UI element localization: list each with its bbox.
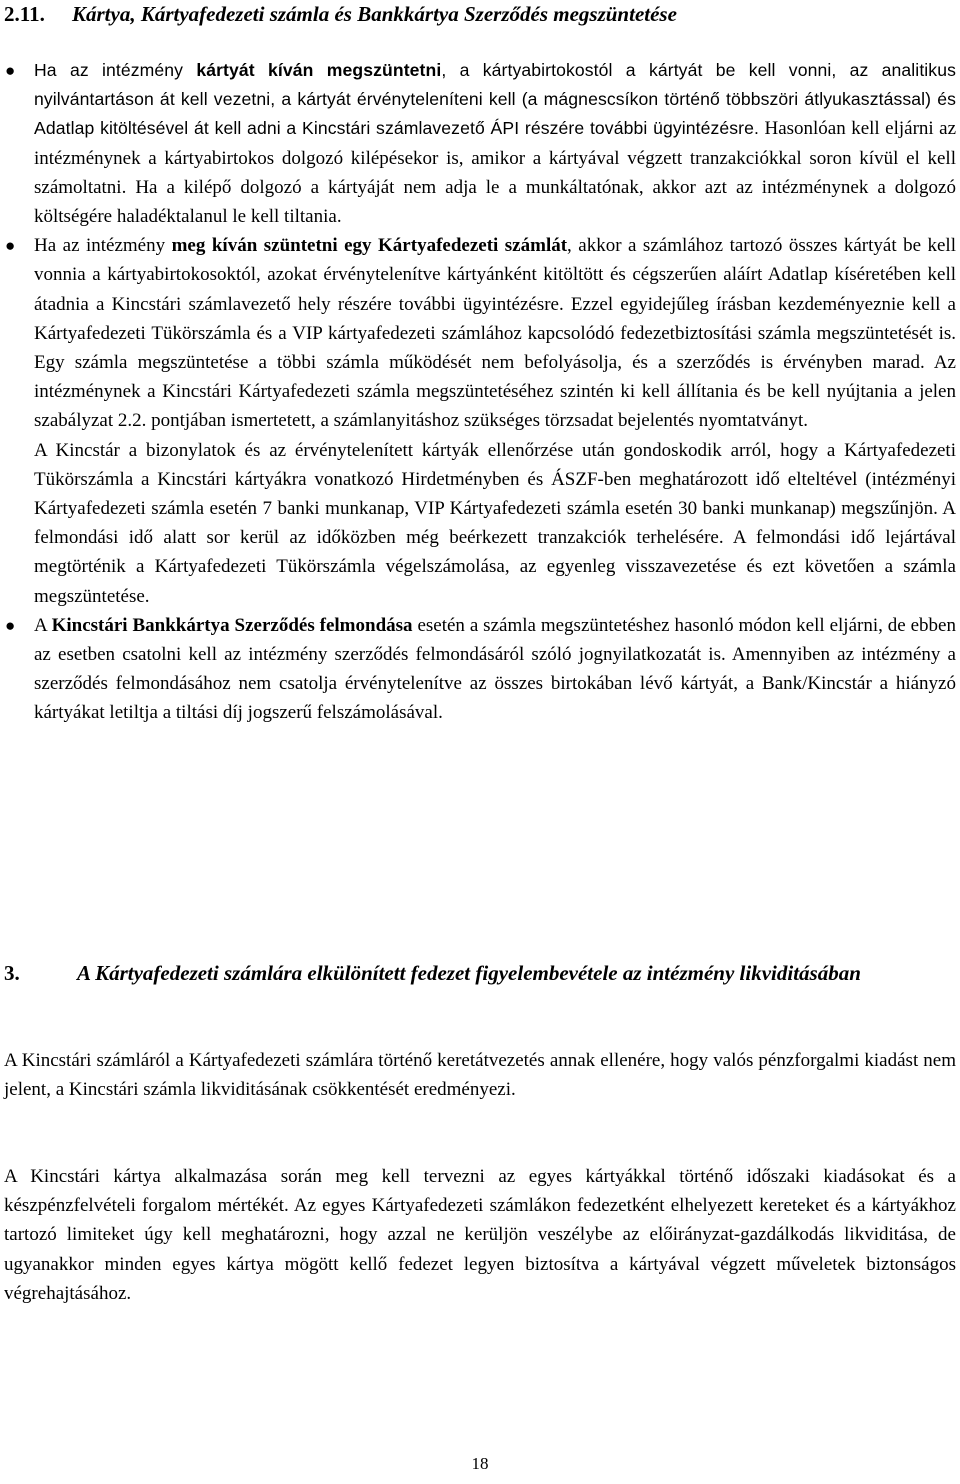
bullet-dot-icon: ●: [5, 61, 16, 80]
bullet-text-sans: Ha az intézmény kártyát kíván megszüntetni, a kártyabirtokostól a kártyát be kell vonni, az analitikus nyilvántartáson át kell vezetni, a kártyát érvényteleníteni kell (a mágnescsíkon történő többszöri átlyukasztással) és Adatlap kitöltésével át kell adni a Kincstári számlavezető ÁPI részére további ügyintézésre.: [34, 60, 956, 139]
bullet-dot-icon: ●: [5, 615, 16, 635]
section-heading: [4, 0, 956, 28]
bullet-text-serif: Hasonlóan kell eljárni az intézménynek a kártyabirtokos dolgozó kilépésekor is, amikor a kártyával végzett tranzakciókkal soron kívül el kell számoltatni. Ha a kilépő dolgozó a kártyáját nem adja le a munkáltatónak, akkor azt az intézménynek a dolgozó költségére haladéktalanul le kell tiltania.: [34, 118, 956, 228]
bold-phrase: kártyát kíván megszüntetni: [196, 60, 442, 80]
chapter-heading: [4, 958, 956, 988]
page-number: 18: [471, 1454, 489, 1473]
bullet-dot-icon: ●: [5, 236, 16, 256]
bullet-item-contract-termination: [4, 611, 956, 728]
bullet-paragraph: [34, 56, 956, 231]
chapter-title: A Kártyafedezeti számlára elkülönített fedezet figyelembevétele az intézmény likviditásában: [77, 961, 861, 985]
bold-phrase: meg kíván szüntetni egy Kártyafedezeti számlát: [171, 235, 568, 257]
bullet-paragraph-continued: A Kincstár a bizonylatok és az érvénytelenített kártyák ellenőrzése után gondoskodik arról, hogy a Kártyafedezeti Tükörszámla a Kincstári kártyákra vonatkozó Hirdetményben és ÁSZF-ben meghatározott idő elteltével (intézményi Kártyafedezeti számla esetén 7 banki munkanap, VIP Kártyafedezeti számla esetén 30 banki munkanap) megszűnjön. A felmondási idő alatt sor kerül az időközben még beérkezett tranzakciók terhelésére. A felmondási idő lejártával megtörténik a Kártyafedezeti Tükörszámla végelszámolása, az egyenleg visszavezetése és ezt követően a számla megszüntetése.: [34, 439, 956, 607]
document-page: [4, 0, 956, 1484]
section-number: 2.11.: [4, 2, 45, 26]
section-title: Kártya, Kártyafedezeti számla és Bankkártya Szerződés megszüntetése: [72, 2, 677, 26]
bullet-item-card-termination: [4, 56, 956, 231]
bullet-item-account-termination: [4, 231, 956, 611]
bullet-list: [4, 56, 956, 728]
chapter-number: 3.: [4, 961, 20, 985]
bullet-paragraph: A Kincstári Bankkártya Szerződés felmondása esetén a számla megszüntetéshez hasonló módon kell eljárni, de ebben az esetben csatolni kell az intézmény szerződés felmondásáról szóló jognyilatkozatát is. Amennyiben az intézmény a szerződés felmondásához nem csatolja érvénytelenítve az összes birtokában lévő kártyát, a Bank/Kincstár a hiányzó kártyákat letiltja a tiltási díj jogszerű felszámolásával.: [34, 614, 956, 724]
bold-phrase: Kincstári Bankkártya Szerződés felmondása: [51, 614, 413, 636]
body-paragraph-2: A Kincstári kártya alkalmazása során meg kell tervezni az egyes kártyákkal történő időszaki kiadásokat és a készpénzfelvételi forgalom mértékét. Az egyes Kártyafedezeti számlákon fedezetként elhelyezett kereteket és a kártyákhoz tartozó limiteket úgy kell meghatározni, hogy azzal ne kerüljön veszélybe az előirányzat-gazdálkodás likviditása, de ugyanakkor minden egyes kártya mögött kellő fedezet legyen biztosítva a kártyával végzett műveletek biztonságos végrehajtásához.: [4, 1166, 956, 1304]
body-paragraph-1: A Kincstári számláról a Kártyafedezeti számlára történő keretátvezetés annak ellenére, hogy valós pénzforgalmi kiadást nem jelent, a Kincstári számla likviditásának csökkentését eredményezi.: [4, 1050, 956, 1101]
bullet-paragraph: Ha az intézmény meg kíván szüntetni egy Kártyafedezeti számlát, akkor a számlához tartozó összes kártyát be kell vonnia a kártyabirtokosoktól, azokat érvénytelenítve kártyánként kitöltött és cégszerűen aláírt Adatlap kíséretében kell átadnia a Kincstári számlavezető hely részére további ügyintézésre. Ezzel egyidejűleg írásban kezdeményeznie kell a Kártyafedezeti Tükörszámla és a VIP kártyafedezeti számlához kapcsolódó fedezetbiztosítási számla megszüntetését is. Egy számla megszüntetése a többi számla működését nem befolyásolja, és a szerződés is érvényben marad. Az intézménynek a Kincstári Kártyafedezeti számla megszüntetéséhez szintén ki kell állítania és be kell nyújtania a jelen szabályzat 2.2. pontjában ismertetett, a számlanyitáshoz szükséges törzsadat bejelentés nyomtatványt.: [34, 235, 956, 432]
